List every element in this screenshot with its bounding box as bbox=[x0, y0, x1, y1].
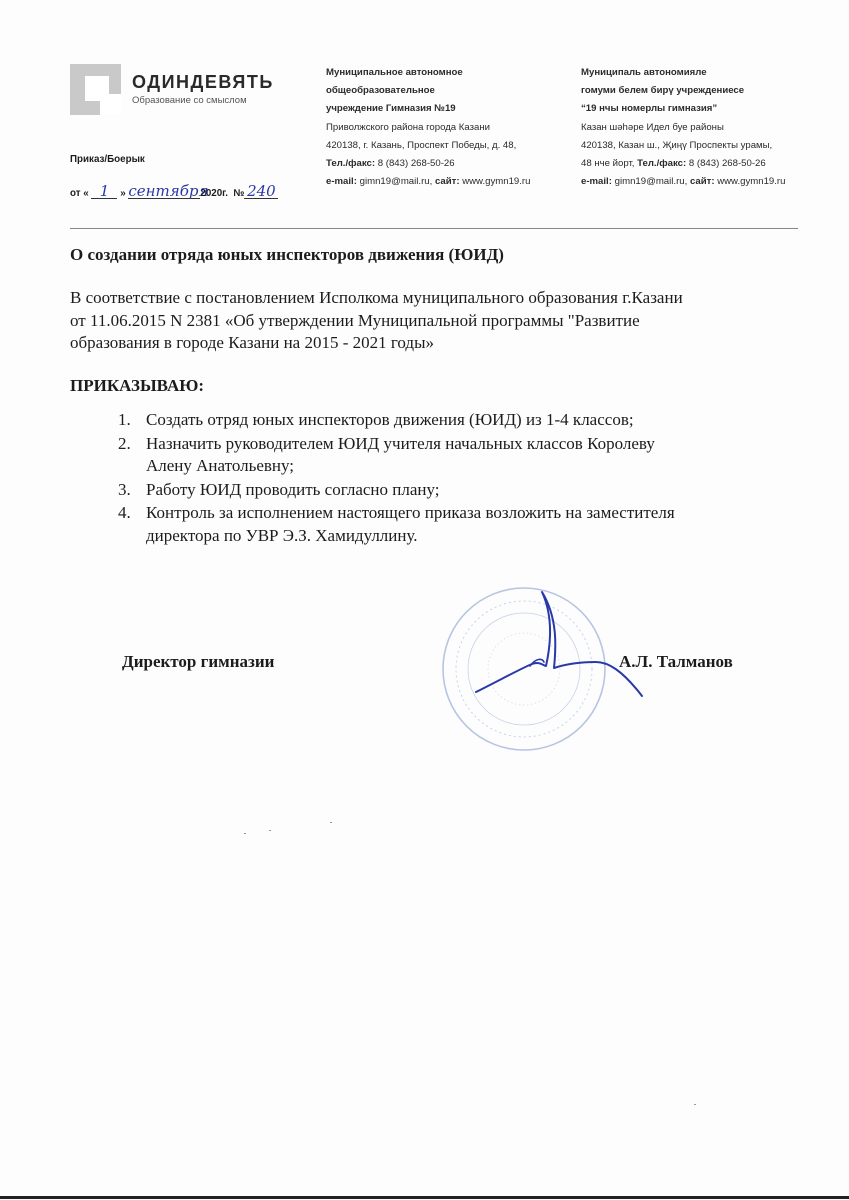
item-text: Создать отряд юных инспекторов движения (ЮИД) из 1-4 классов; bbox=[146, 410, 634, 429]
list-item bbox=[118, 502, 675, 547]
logo-mark-icon bbox=[70, 64, 121, 115]
header-divider bbox=[70, 228, 798, 229]
signatory-name: А.Л. Талманов bbox=[619, 652, 733, 671]
handwritten-signature bbox=[470, 588, 650, 708]
item-number: 1. bbox=[118, 410, 131, 429]
item-text: директора по УВР Э.З. Хамидуллину. bbox=[146, 525, 418, 545]
header-tt-phone bbox=[581, 155, 785, 173]
header-ru-phone bbox=[326, 155, 530, 173]
number-label: № bbox=[233, 188, 245, 199]
intro-line: образования в городе Казани на 2015 - 2021 годы» bbox=[70, 333, 435, 352]
order-items-list bbox=[118, 409, 675, 548]
order-number: 240 bbox=[244, 184, 278, 199]
order-month: сентября bbox=[128, 182, 209, 200]
header-tt-contacts bbox=[581, 173, 785, 191]
page-bottom-edge bbox=[0, 1196, 849, 1199]
intro-line: от 11.06.2015 N 2381 «Об утверждении Муниципальной программы "Развитие bbox=[70, 310, 640, 330]
header-ru-line: Приволжского района города Казани bbox=[326, 121, 491, 133]
logo-tagline: Образование со смыслом bbox=[132, 95, 247, 106]
header-ru-line: учреждение Гимназия №19 bbox=[326, 103, 456, 115]
list-item bbox=[118, 433, 675, 478]
email-label: e-mail: bbox=[326, 176, 357, 188]
quote-close: » bbox=[120, 188, 126, 199]
order-date-number bbox=[70, 184, 278, 199]
phone-value: 8 (843) 268-50-26 bbox=[688, 158, 766, 170]
header-ru-line: общеобразовательное bbox=[326, 85, 435, 97]
intro-line: В соответствие с постановлением Исполкома муниципального образования г.Казани bbox=[70, 288, 683, 307]
list-item bbox=[118, 479, 675, 502]
address-suffix: 48 нче йорт, bbox=[581, 158, 635, 170]
order-year: 2020г. bbox=[200, 188, 229, 199]
item-text: Контроль за исполнением настоящего приказа возложить на заместителя bbox=[146, 503, 675, 522]
header-tt-line: гомуми белем бирү учреждениесе bbox=[581, 85, 745, 97]
scan-speck bbox=[244, 833, 246, 834]
item-number: 4. bbox=[118, 503, 131, 522]
header-russian bbox=[326, 64, 530, 191]
header-tt-line: Муниципаль автономияле bbox=[581, 67, 707, 78]
scan-speck bbox=[330, 822, 332, 823]
site-label: сайт: bbox=[689, 176, 715, 188]
signatory-position: Директор гимназии bbox=[122, 652, 275, 671]
email-label: e-mail: bbox=[581, 176, 612, 188]
scan-speck bbox=[694, 1104, 696, 1105]
item-number: 2. bbox=[118, 433, 131, 453]
header-tt-line: Казан шәһәре Идел буе районы bbox=[581, 121, 724, 133]
logo-name: ОДИНДЕВЯТЬ bbox=[132, 72, 274, 92]
order-day: 1 bbox=[91, 184, 117, 199]
header-ru-line: 420138, г. Казань, Проспект Победы, д. 48, bbox=[326, 139, 517, 151]
phone-value: 8 (843) 268-50-26 bbox=[377, 158, 455, 170]
list-item bbox=[118, 409, 675, 432]
site-label: сайт: bbox=[434, 176, 460, 188]
header-tatar bbox=[581, 64, 785, 191]
header-ru-contacts bbox=[326, 173, 530, 191]
order-label: Приказ/Боерык bbox=[70, 154, 145, 165]
header-ru-line: Муниципальное автономное bbox=[326, 67, 463, 78]
item-text: Работу ЮИД проводить согласно плану; bbox=[146, 479, 440, 499]
email-value: gimn19@mail.ru, bbox=[614, 176, 688, 188]
item-text: Назначить руководителем ЮИД учителя начальных классов Королеву bbox=[146, 433, 655, 453]
document-title: О создании отряда юных инспекторов движения (ЮИД) bbox=[70, 245, 504, 264]
header-tt-line: 420138, Казан ш., Җиңү Проспекты урамы, bbox=[581, 139, 773, 151]
phone-label: Тел./факс: bbox=[326, 158, 376, 170]
document-intro bbox=[70, 287, 810, 355]
item-number: 3. bbox=[118, 479, 131, 499]
quote-open: « bbox=[83, 188, 89, 199]
order-heading: ПРИКАЗЫВАЮ: bbox=[70, 376, 205, 395]
site-value: www.gymn19.ru bbox=[462, 176, 531, 188]
site-value: www.gymn19.ru bbox=[717, 176, 786, 188]
scan-speck bbox=[269, 830, 271, 831]
from-label: от bbox=[70, 188, 81, 199]
item-text: Алену Анатольевну; bbox=[146, 456, 295, 475]
phone-label: Тел./факс: bbox=[637, 158, 687, 170]
email-value: gimn19@mail.ru, bbox=[359, 176, 433, 188]
header-tt-line: “19 нчы номерлы гимназия” bbox=[581, 103, 718, 115]
